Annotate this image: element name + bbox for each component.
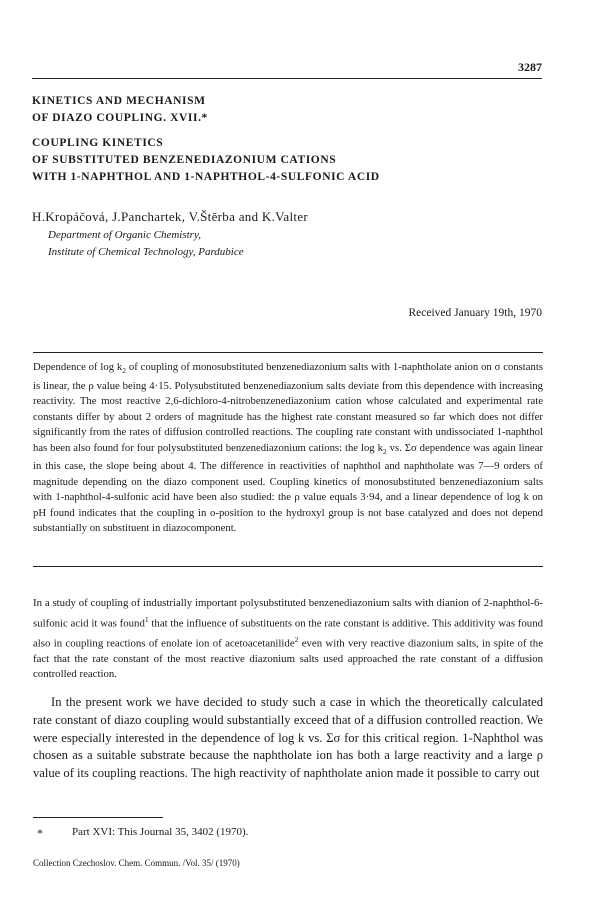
title-line-4: OF SUBSTITUTED BENZENEDIAZONIUM CATIONS <box>32 154 337 166</box>
authors: H.Kropáčová, J.Panchartek, V.Štěrba and K.Valter <box>32 209 309 224</box>
title-line-5: WITH 1-NAPHTHOL AND 1-NAPHTHOL-4-SULFONIC ACID <box>32 171 380 183</box>
title-line-1: KINETICS AND MECHANISM <box>32 95 206 107</box>
page-number: 3287 <box>518 60 542 74</box>
footnote-rule <box>33 817 163 818</box>
footnote-marker: * <box>37 826 43 840</box>
abstract-bottom-rule <box>33 566 543 567</box>
header-rule <box>32 78 542 79</box>
abstract-top-rule <box>33 352 543 353</box>
affiliation-line-2: Institute of Chemical Technology, Pardubice <box>48 246 244 258</box>
affiliation-line-1: Department of Organic Chemistry, <box>48 229 201 241</box>
footnote-text: Part XVI: This Journal 35, 3402 (1970). <box>72 826 249 838</box>
journal-footer: Collection Czechoslov. Chem. Commun. /Vol. 35/ (1970) <box>33 858 240 868</box>
body-paragraph: In the present work we have decided to study such a case in which the theoretically calculated rate constant of diazo coupling would substantially exceed that of a diffusion controlled reaction. We were especially interested in the dependence of log k vs. Σσ for this critical region. 1-Naphthol was chosen as a suitable substrate because the naphtholate ion has both a large reactivity and a large ρ value of its coupling reactions. The high reactivity of naphtholate anion made it possible to carry out <box>33 695 543 781</box>
received-date: Received January 19th, 1970 <box>408 307 542 319</box>
introduction-paragraph: In a study of coupling of industrially important polysubstituted benzenediazonium salts with dianion of 2-naphthol-6-sulfonic acid it was found$^1$ that the influence of substituents on the rate constant is additive. This additivity was found also in coupling reactions of enolate ion of acetoacetanilide$^2$ even with very reactive diazonium salts, in spite of the fact that the rate constant of the most reactive diazonium salts used approached the rate constant of a diffusion controlled reaction. <box>33 597 543 681</box>
title-line-3: COUPLING KINETICS <box>32 137 164 149</box>
title-line-2: OF DIAZO COUPLING. XVII.* <box>32 112 208 124</box>
abstract: Dependence of $\log k_2$ of coupling of monosubstituted benzenediazonium salts with 1-naphtholate anion on σ constants is linear, the ρ value being 4·15. Polysubstituted benzenediazonium salts deviate from this dependence with increasing reactivity. The most reactive 2,6-dichloro-4-nitrobenzenediazonium cation whose calculated and experimental rate constants differ by about 2 orders of magnitude has the highest rate constant measured so far which does not differ significantly from the rates of diffusion controlled reactions. The coupling rate constant with undissociated 1-naphthol has been also found for four polysubstituted benzenediazonium cations: the $\log k_2$ vs. Σσ dependence was again linear in this case, the slope being about 4. The difference in reactivities of naphthol and naphtholate was 7—9 orders of magnitude depending on the diazo component used. Coupling kinetics of monosubstituted benzenediazonium salts with 1-naphthol-4-sulfonic acid have been also studied: the ρ value equals 3·94, and a linear dependence of log k on pH found indicates that the coupling in o-position to the hydroxyl group is not base catalyzed and does not depend substantially on substituent in diazocomponent. <box>33 361 544 535</box>
